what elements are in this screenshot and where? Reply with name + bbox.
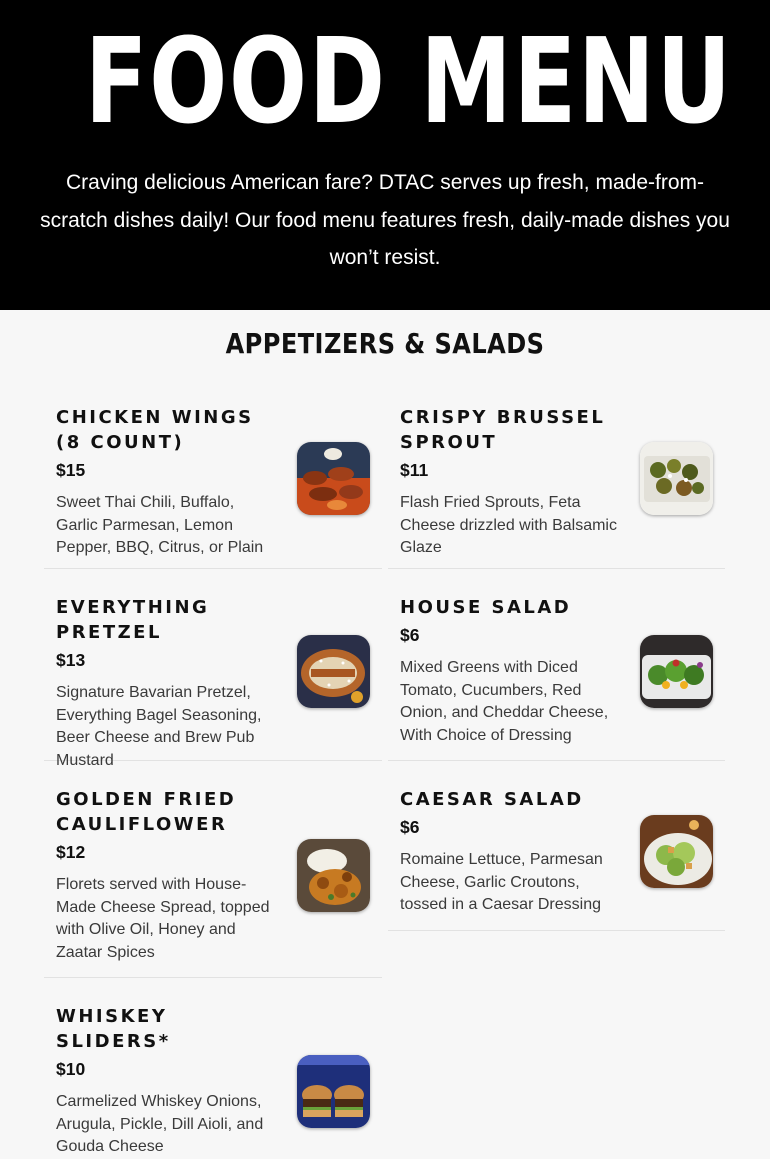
menu-item-price: $15	[56, 460, 86, 480]
menu-item-description: Florets served with House-Made Cheese Spread, topped with Olive Oil, Honey and Zaatar Spices	[56, 876, 270, 961]
menu-item-name: CHICKEN WINGS (8 COUNT)	[56, 407, 254, 453]
pretzel-photo	[297, 635, 370, 708]
section-title: APPETIZERS & SALADS	[225, 327, 545, 360]
menu-item-caesar-salad	[388, 761, 725, 931]
sliders-photo	[297, 1055, 370, 1128]
menu-item-description: Romaine Lettuce, Parmesan Cheese, Garlic Croutons, tossed in a Caesar Dressing	[400, 851, 603, 913]
menu-item-house-salad	[388, 569, 725, 761]
menu-item-price: $10	[56, 1059, 86, 1079]
brussel-sprouts-photo	[640, 442, 713, 515]
chicken-wings-photo	[297, 442, 370, 515]
menu-item-name: CRISPY BRUSSEL SPROUT	[400, 407, 606, 453]
menu-item-brussel-sprout	[388, 397, 725, 569]
hero-banner	[0, 0, 770, 310]
menu-column-right	[388, 397, 725, 931]
menu-item-name: EVERYTHING PRETZEL	[56, 597, 210, 643]
menu-item-description: Mixed Greens with Diced Tomato, Cucumbers, Red Onion, and Cheddar Cheese, With Choice of Dressing	[400, 659, 609, 744]
menu-item-chicken-wings	[44, 397, 382, 569]
menu-item-price: $12	[56, 842, 86, 862]
menu-item-name: HOUSE SALAD	[400, 597, 572, 618]
menu-column-left	[44, 397, 382, 1158]
menu-item-description: Sweet Thai Chili, Buffalo, Garlic Parmesan, Lemon Pepper, BBQ, Citrus, or Plain	[56, 494, 264, 556]
menu-item-name: GOLDEN FRIED CAULIFLOWER	[56, 789, 237, 835]
cauliflower-photo	[297, 839, 370, 912]
menu-item-description: Signature Bavarian Pretzel, Everything Bagel Seasoning, Beer Cheese and Brew Pub Mustard	[56, 684, 262, 769]
menu-item-whiskey-sliders	[44, 978, 382, 1158]
menu-item-price: $13	[56, 650, 86, 670]
menu-item-pretzel	[44, 569, 382, 769]
hero-description: Craving delicious American fare? DTAC serves up fresh, made-from-scratch dishes daily! Our food menu features fresh, daily-made dishes you won’t resist.	[40, 171, 730, 269]
menu-item-price: $11	[400, 460, 429, 480]
house-salad-photo	[640, 635, 713, 708]
menu-item-price: $6	[400, 625, 420, 645]
menu-section	[0, 310, 770, 1155]
menu-grid	[0, 361, 770, 1155]
page-title: FOOD MENU	[84, 12, 733, 150]
menu-item-description: Flash Fried Sprouts, Feta Cheese drizzled with Balsamic Glaze	[400, 494, 617, 556]
menu-item-name: WHISKEY SLIDERS*	[56, 1006, 171, 1052]
menu-item-cauliflower	[44, 761, 382, 978]
menu-item-price: $6	[400, 817, 420, 837]
caesar-salad-photo	[640, 815, 713, 888]
menu-item-description: Carmelized Whiskey Onions, Arugula, Pickle, Dill Aioli, and Gouda Cheese	[56, 1093, 264, 1155]
menu-item-name: CAESAR SALAD	[400, 789, 584, 810]
